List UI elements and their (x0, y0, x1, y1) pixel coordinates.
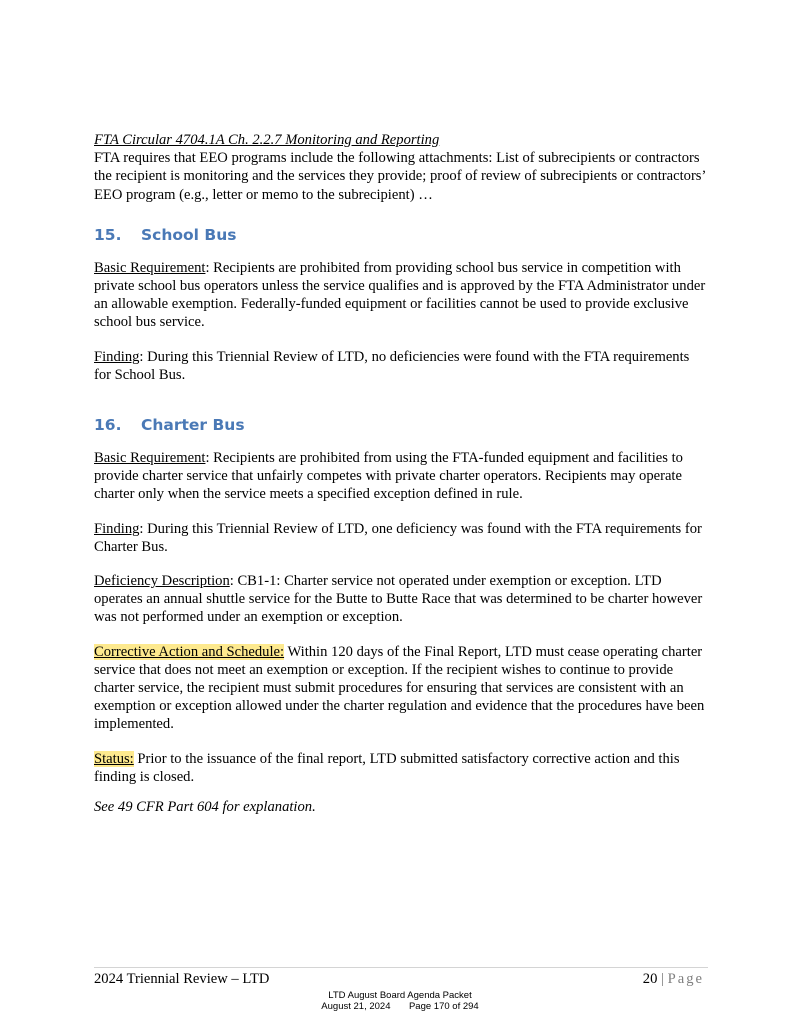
basic-requirement-label: Basic Requirement (94, 450, 206, 467)
section-15-heading (94, 225, 708, 245)
section-16-corrective-action (94, 643, 708, 734)
deficiency-text: : CB1-1: Charter service not operated under exemption or exception. LTD operates an annual shuttle service for the Butte to Butte Race that was determined to be charter however was not performed under an exemption or exception. (94, 573, 703, 626)
section-16-title: Charter Bus (141, 416, 245, 435)
corrective-action-label: Corrective Action and Schedule: (94, 643, 285, 660)
cfr-reference: See 49 CFR Part 604 for explanation. (94, 799, 316, 816)
section-15-finding (94, 348, 708, 384)
footer-divider (94, 967, 708, 968)
basic-requirement-label: Basic Requirement (94, 259, 206, 276)
deficiency-label: Deficiency Description (94, 573, 230, 590)
packet-stamp-line-2: August 21, 2024 Page 170 of 294 (321, 1001, 479, 1012)
section-16-number: 16. (94, 416, 122, 435)
section-16-heading (94, 415, 708, 435)
footer-page (643, 971, 704, 988)
page-word: Page (667, 971, 704, 987)
finding-label: Finding (94, 348, 140, 365)
finding-text: : During this Triennial Review of LTD, no deficiencies were found with the FTA requirements for School Bus. (94, 348, 690, 383)
basic-requirement-text: : Recipients are prohibited from using the FTA-funded equipment and facilities to provide charter service that unfairly competes with private charter operators. Recipients may operate charter only when the service meets a specified exception defined in rule. (94, 450, 683, 503)
circular-text: FTA requires that EEO programs include the following attachments: List of subrecipients or contractors the recipient is monitoring and the services they provide; proof of review of subrecipients or contractors’ EEO program (e.g., letter or memo to the subrecipient) … (94, 150, 706, 203)
section-16-basic-requirement (94, 449, 708, 504)
section-16-finding (94, 520, 708, 556)
corrective-action-text: Within 120 days of the Final Report, LTD must cease operating charter service that does not meet an exemption or exception. If the recipient wishes to continue to provide charter service, the recipient must submit procedures for ensuring that services are consistent with an exemption or exception allowed under the charter regulation and evidence that the procedures have been implemented. (94, 643, 705, 733)
packet-stamp-line-1: LTD August Board Agenda Packet (328, 990, 472, 1001)
footer-title: 2024 Triennial Review – LTD (94, 971, 270, 987)
page-body (94, 131, 708, 816)
page-number: 20 (642, 971, 658, 987)
section-15-title: School Bus (141, 225, 237, 244)
status-text: Prior to the issuance of the final report, LTD submitted satisfactory corrective action and this finding is closed. (94, 750, 680, 785)
finding-text: : During this Triennial Review of LTD, one deficiency was found with the FTA requirements for Charter Bus. (94, 520, 702, 555)
circular-title: FTA Circular 4704.1A Ch. 2.2.7 Monitoring and Reporting (94, 132, 440, 148)
section-16-status (94, 750, 708, 786)
circular-block (94, 131, 708, 204)
finding-label: Finding (94, 520, 140, 537)
section-15-number: 15. (94, 225, 122, 244)
section-16-deficiency (94, 572, 708, 627)
section-15-basic-requirement (94, 259, 708, 332)
basic-requirement-text: : Recipients are prohibited from providing school bus service in competition with private school bus operators unless the service qualifies and is approved by the FTA Administrator under an allowable exemption. Federally-funded equipment or facilities cannot be used to provide exclusive school bus service. (94, 259, 706, 331)
status-label: Status: (94, 750, 134, 767)
page-separator: | (661, 971, 664, 987)
